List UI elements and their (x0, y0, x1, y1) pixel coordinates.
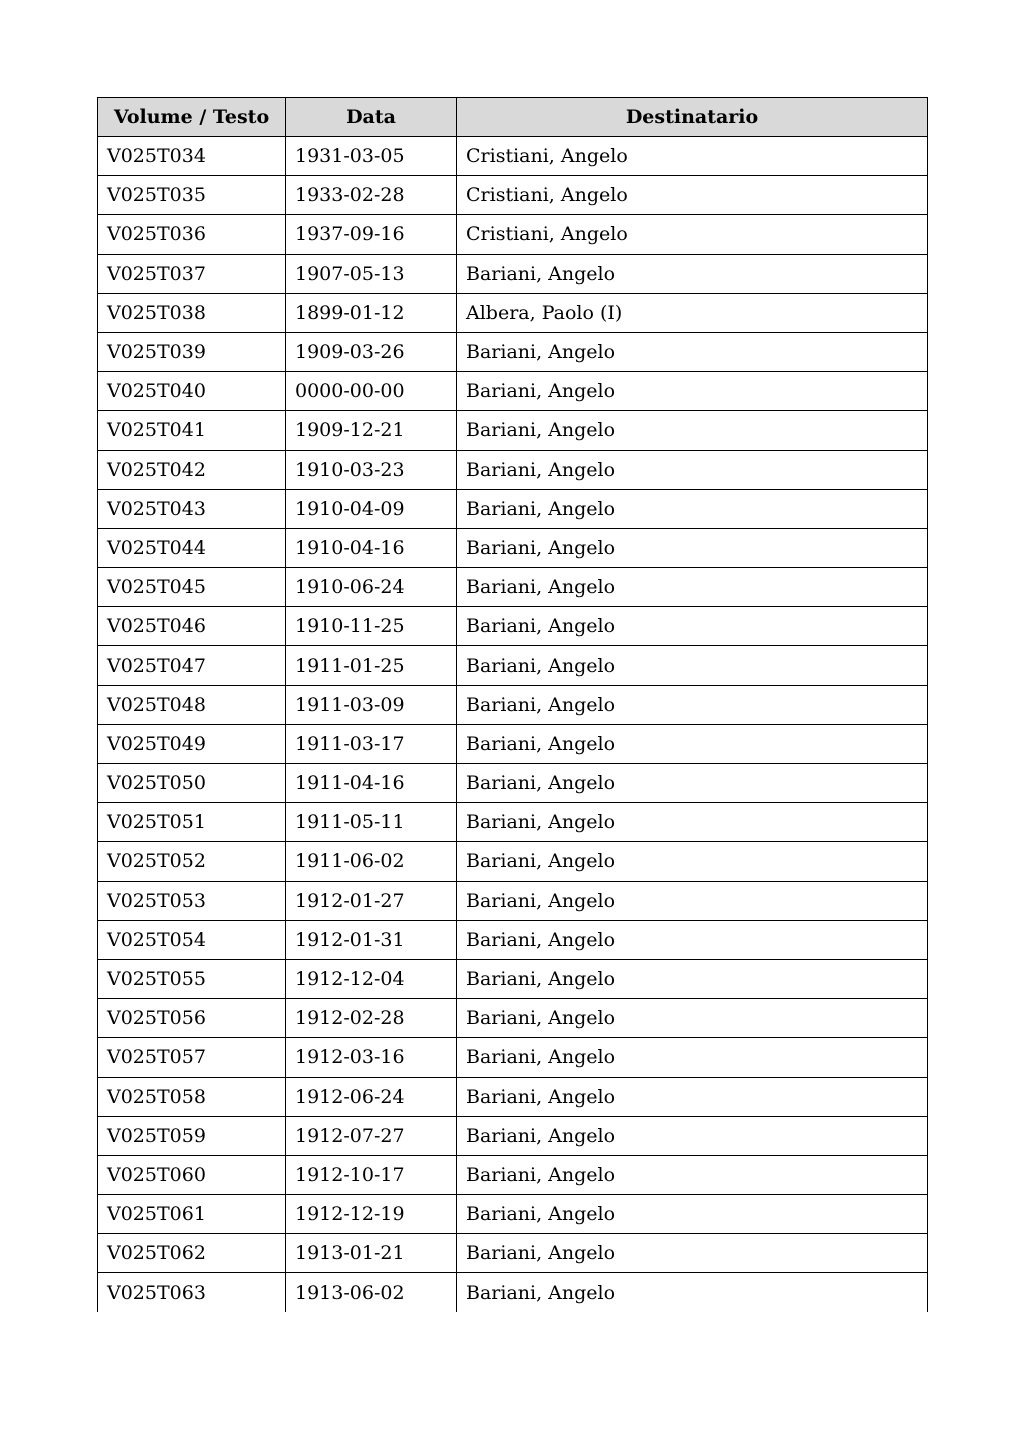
table-row (98, 411, 928, 450)
cell-data: 1899-01-12 (286, 293, 457, 332)
cell-destinatario: Bariani, Angelo (457, 1077, 928, 1116)
cell-volume-testo: V025T041 (98, 411, 286, 450)
cell-destinatario: Bariani, Angelo (457, 1116, 928, 1155)
cell-data: 1912-07-27 (286, 1116, 457, 1155)
cell-data: 1910-11-25 (286, 607, 457, 646)
table-row (98, 959, 928, 998)
cell-data: 1911-03-17 (286, 724, 457, 763)
header-data: Data (286, 98, 457, 137)
table-row (98, 1195, 928, 1234)
cell-data: 1910-03-23 (286, 450, 457, 489)
cell-volume-testo: V025T035 (98, 176, 286, 215)
cell-volume-testo: V025T036 (98, 215, 286, 254)
cell-data: 1911-03-09 (286, 685, 457, 724)
table-row (98, 293, 928, 332)
table-row (98, 999, 928, 1038)
cell-volume-testo: V025T043 (98, 489, 286, 528)
cell-volume-testo: V025T059 (98, 1116, 286, 1155)
table-row (98, 920, 928, 959)
cell-destinatario: Bariani, Angelo (457, 999, 928, 1038)
table-row (98, 372, 928, 411)
cell-destinatario: Bariani, Angelo (457, 489, 928, 528)
table-row (98, 1038, 928, 1077)
table-row (98, 215, 928, 254)
table-row (98, 1077, 928, 1116)
cell-volume-testo: V025T051 (98, 803, 286, 842)
header-destinatario: Destinatario (457, 98, 928, 137)
cell-data: 1912-01-27 (286, 881, 457, 920)
cell-volume-testo: V025T063 (98, 1273, 286, 1312)
cell-destinatario: Bariani, Angelo (457, 528, 928, 567)
cell-data: 1913-01-21 (286, 1234, 457, 1273)
header-volume-testo: Volume / Testo (98, 98, 286, 137)
table-row (98, 489, 928, 528)
cell-data: 1910-06-24 (286, 568, 457, 607)
cell-volume-testo: V025T054 (98, 920, 286, 959)
table-row (98, 607, 928, 646)
table-header (98, 98, 928, 137)
table-row (98, 332, 928, 371)
cell-data: 1913-06-02 (286, 1273, 457, 1312)
letters-table (97, 97, 928, 1312)
cell-data: 1912-10-17 (286, 1155, 457, 1194)
cell-data: 1911-05-11 (286, 803, 457, 842)
cell-volume-testo: V025T052 (98, 842, 286, 881)
cell-destinatario: Bariani, Angelo (457, 332, 928, 371)
cell-destinatario: Bariani, Angelo (457, 1195, 928, 1234)
cell-destinatario: Bariani, Angelo (457, 764, 928, 803)
table-row (98, 254, 928, 293)
cell-data: 1937-09-16 (286, 215, 457, 254)
table-row (98, 137, 928, 176)
cell-destinatario: Bariani, Angelo (457, 724, 928, 763)
table-body (98, 137, 928, 1313)
cell-volume-testo: V025T039 (98, 332, 286, 371)
cell-data: 1910-04-09 (286, 489, 457, 528)
cell-destinatario: Bariani, Angelo (457, 254, 928, 293)
table-row (98, 803, 928, 842)
cell-volume-testo: V025T049 (98, 724, 286, 763)
table-row (98, 450, 928, 489)
cell-data: 1909-12-21 (286, 411, 457, 450)
table-row (98, 646, 928, 685)
cell-destinatario: Cristiani, Angelo (457, 176, 928, 215)
cell-volume-testo: V025T040 (98, 372, 286, 411)
cell-destinatario: Bariani, Angelo (457, 920, 928, 959)
cell-destinatario: Bariani, Angelo (457, 450, 928, 489)
cell-data: 1911-04-16 (286, 764, 457, 803)
table-row (98, 1234, 928, 1273)
cell-destinatario: Bariani, Angelo (457, 803, 928, 842)
cell-volume-testo: V025T053 (98, 881, 286, 920)
cell-destinatario: Bariani, Angelo (457, 607, 928, 646)
cell-data: 0000-00-00 (286, 372, 457, 411)
table-row (98, 176, 928, 215)
cell-volume-testo: V025T044 (98, 528, 286, 567)
table-row (98, 528, 928, 567)
cell-destinatario: Bariani, Angelo (457, 372, 928, 411)
cell-data: 1912-03-16 (286, 1038, 457, 1077)
table-row (98, 724, 928, 763)
cell-volume-testo: V025T038 (98, 293, 286, 332)
cell-destinatario: Cristiani, Angelo (457, 215, 928, 254)
cell-volume-testo: V025T055 (98, 959, 286, 998)
cell-destinatario: Bariani, Angelo (457, 1155, 928, 1194)
table-row (98, 842, 928, 881)
cell-data: 1912-01-31 (286, 920, 457, 959)
cell-destinatario: Bariani, Angelo (457, 959, 928, 998)
table-row (98, 685, 928, 724)
cell-destinatario: Bariani, Angelo (457, 685, 928, 724)
cell-destinatario: Bariani, Angelo (457, 842, 928, 881)
cell-data: 1912-02-28 (286, 999, 457, 1038)
cell-data: 1933-02-28 (286, 176, 457, 215)
cell-volume-testo: V025T047 (98, 646, 286, 685)
cell-destinatario: Cristiani, Angelo (457, 137, 928, 176)
cell-data: 1907-05-13 (286, 254, 457, 293)
table-row (98, 881, 928, 920)
cell-volume-testo: V025T050 (98, 764, 286, 803)
cell-volume-testo: V025T057 (98, 1038, 286, 1077)
cell-data: 1912-06-24 (286, 1077, 457, 1116)
cell-destinatario: Bariani, Angelo (457, 411, 928, 450)
table-row (98, 568, 928, 607)
cell-destinatario: Bariani, Angelo (457, 1038, 928, 1077)
table-row (98, 1116, 928, 1155)
cell-destinatario: Bariani, Angelo (457, 646, 928, 685)
cell-volume-testo: V025T056 (98, 999, 286, 1038)
cell-data: 1911-01-25 (286, 646, 457, 685)
cell-volume-testo: V025T045 (98, 568, 286, 607)
table-row (98, 764, 928, 803)
cell-data: 1912-12-19 (286, 1195, 457, 1234)
cell-volume-testo: V025T046 (98, 607, 286, 646)
cell-data: 1931-03-05 (286, 137, 457, 176)
cell-data: 1909-03-26 (286, 332, 457, 371)
cell-destinatario: Bariani, Angelo (457, 568, 928, 607)
cell-data: 1912-12-04 (286, 959, 457, 998)
cell-destinatario: Bariani, Angelo (457, 881, 928, 920)
cell-volume-testo: V025T037 (98, 254, 286, 293)
cell-volume-testo: V025T062 (98, 1234, 286, 1273)
table-row (98, 1273, 928, 1312)
table-row (98, 1155, 928, 1194)
cell-volume-testo: V025T034 (98, 137, 286, 176)
cell-destinatario: Albera, Paolo (I) (457, 293, 928, 332)
cell-volume-testo: V025T058 (98, 1077, 286, 1116)
cell-volume-testo: V025T048 (98, 685, 286, 724)
cell-volume-testo: V025T042 (98, 450, 286, 489)
cell-volume-testo: V025T061 (98, 1195, 286, 1234)
cell-data: 1910-04-16 (286, 528, 457, 567)
cell-data: 1911-06-02 (286, 842, 457, 881)
cell-destinatario: Bariani, Angelo (457, 1273, 928, 1312)
cell-volume-testo: V025T060 (98, 1155, 286, 1194)
header-row (98, 98, 928, 137)
cell-destinatario: Bariani, Angelo (457, 1234, 928, 1273)
